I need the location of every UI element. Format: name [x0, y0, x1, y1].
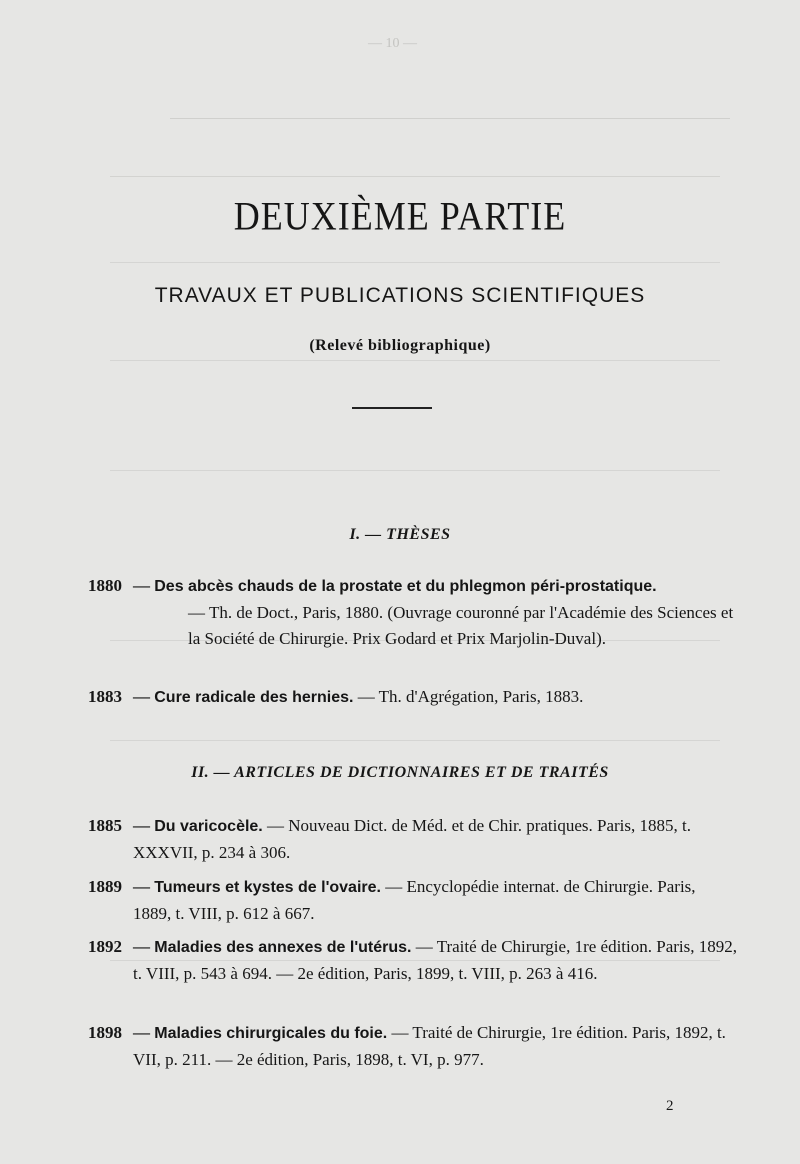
entry-details: — Th. de Doct., Paris, 1880. (Ouvrage couronné par l'Académie des Sciences et la Société de Chirurgie. Prix Godard et Prix Marjolin-Duval). [188, 603, 734, 648]
entry-year: 1880 [88, 576, 122, 595]
bleed-through-decoration [110, 176, 720, 191]
entry-dash: — [133, 1023, 150, 1042]
entry-body [133, 573, 738, 652]
entry-body [133, 1020, 738, 1073]
entry-body [133, 934, 738, 987]
entry-dash: — [133, 877, 150, 896]
entry-year: 1889 [88, 877, 122, 896]
entry-details: — Nouveau Dict. de Méd. et de Chir. pratiques. Paris, 1885, t. XXXVII, p. 234 à 306. [133, 816, 691, 862]
entry-title: Maladies chirurgicales du foie. [154, 1025, 388, 1042]
bibliography-entry [88, 1020, 738, 1073]
bibliography-entry [88, 874, 738, 927]
bleed-through-decoration [110, 470, 720, 485]
bleed-through-decoration [170, 118, 730, 133]
bleed-through-text: — 10 — [368, 36, 417, 51]
entry-year: 1885 [88, 816, 122, 835]
entry-title: Des abcès chauds de la prostate et du phlegmon péri-prostatique. [154, 578, 657, 595]
bibliography-entry [88, 684, 738, 711]
entry-details: — Th. d'Agrégation, Paris, 1883. [357, 687, 584, 706]
entry-title: Tumeurs et kystes de l'ovaire. [154, 879, 381, 896]
entry-details: — Traité de Chirurgie, 1re édition. Paris, 1892, t. VIII, p. 543 à 694. — 2e édition, Paris, 1899, t. VIII, p. 263 à 416. [133, 937, 737, 983]
bleed-through-decoration [110, 740, 720, 755]
entry-title: Du varicocèle. [154, 818, 263, 835]
entry-title: Cure radicale des hernies. [154, 689, 354, 706]
entry-dash: — [133, 937, 150, 956]
bibliographic-note: (Relevé bibliographique) [309, 337, 491, 354]
entry-details: — Traité de Chirurgie, 1re édition. Paris, 1892, t. VII, p. 211. — 2e édition, Paris, 1898, t. VI, p. 977. [133, 1023, 726, 1069]
entry-title: Maladies des annexes de l'utérus. [154, 939, 412, 956]
bibliography-entry [88, 573, 738, 652]
entry-dash: — [133, 576, 150, 595]
section-heading: TRAVAUX ET PUBLICATIONS SCIENTIFIQUES [154, 284, 646, 307]
entry-details: — Encyclopédie internat. de Chirurgie. Paris, 1889, t. VIII, p. 612 à 667. [133, 877, 696, 923]
entry-body [133, 813, 738, 866]
bleed-through-decoration [110, 360, 720, 375]
entry-body [133, 874, 738, 927]
section-title-articles: II. — ARTICLES DE DICTIONNAIRES ET DE TRAITÉS [191, 764, 609, 781]
page-number: 2 [666, 1098, 674, 1114]
entry-year: 1898 [88, 1023, 122, 1042]
entry-dash: — [133, 687, 150, 706]
entry-dash: — [133, 816, 150, 835]
part-title: DEUXIÈME PARTIE [233, 193, 567, 239]
bibliography-entry [88, 934, 738, 987]
entry-body [133, 684, 738, 711]
entry-year: 1883 [88, 687, 122, 706]
bleed-through-decoration [110, 262, 720, 277]
section-title-theses: I. — THÈSES [349, 526, 451, 543]
bibliography-entry [88, 813, 738, 866]
entry-year: 1892 [88, 937, 122, 956]
divider-rule [352, 407, 432, 409]
